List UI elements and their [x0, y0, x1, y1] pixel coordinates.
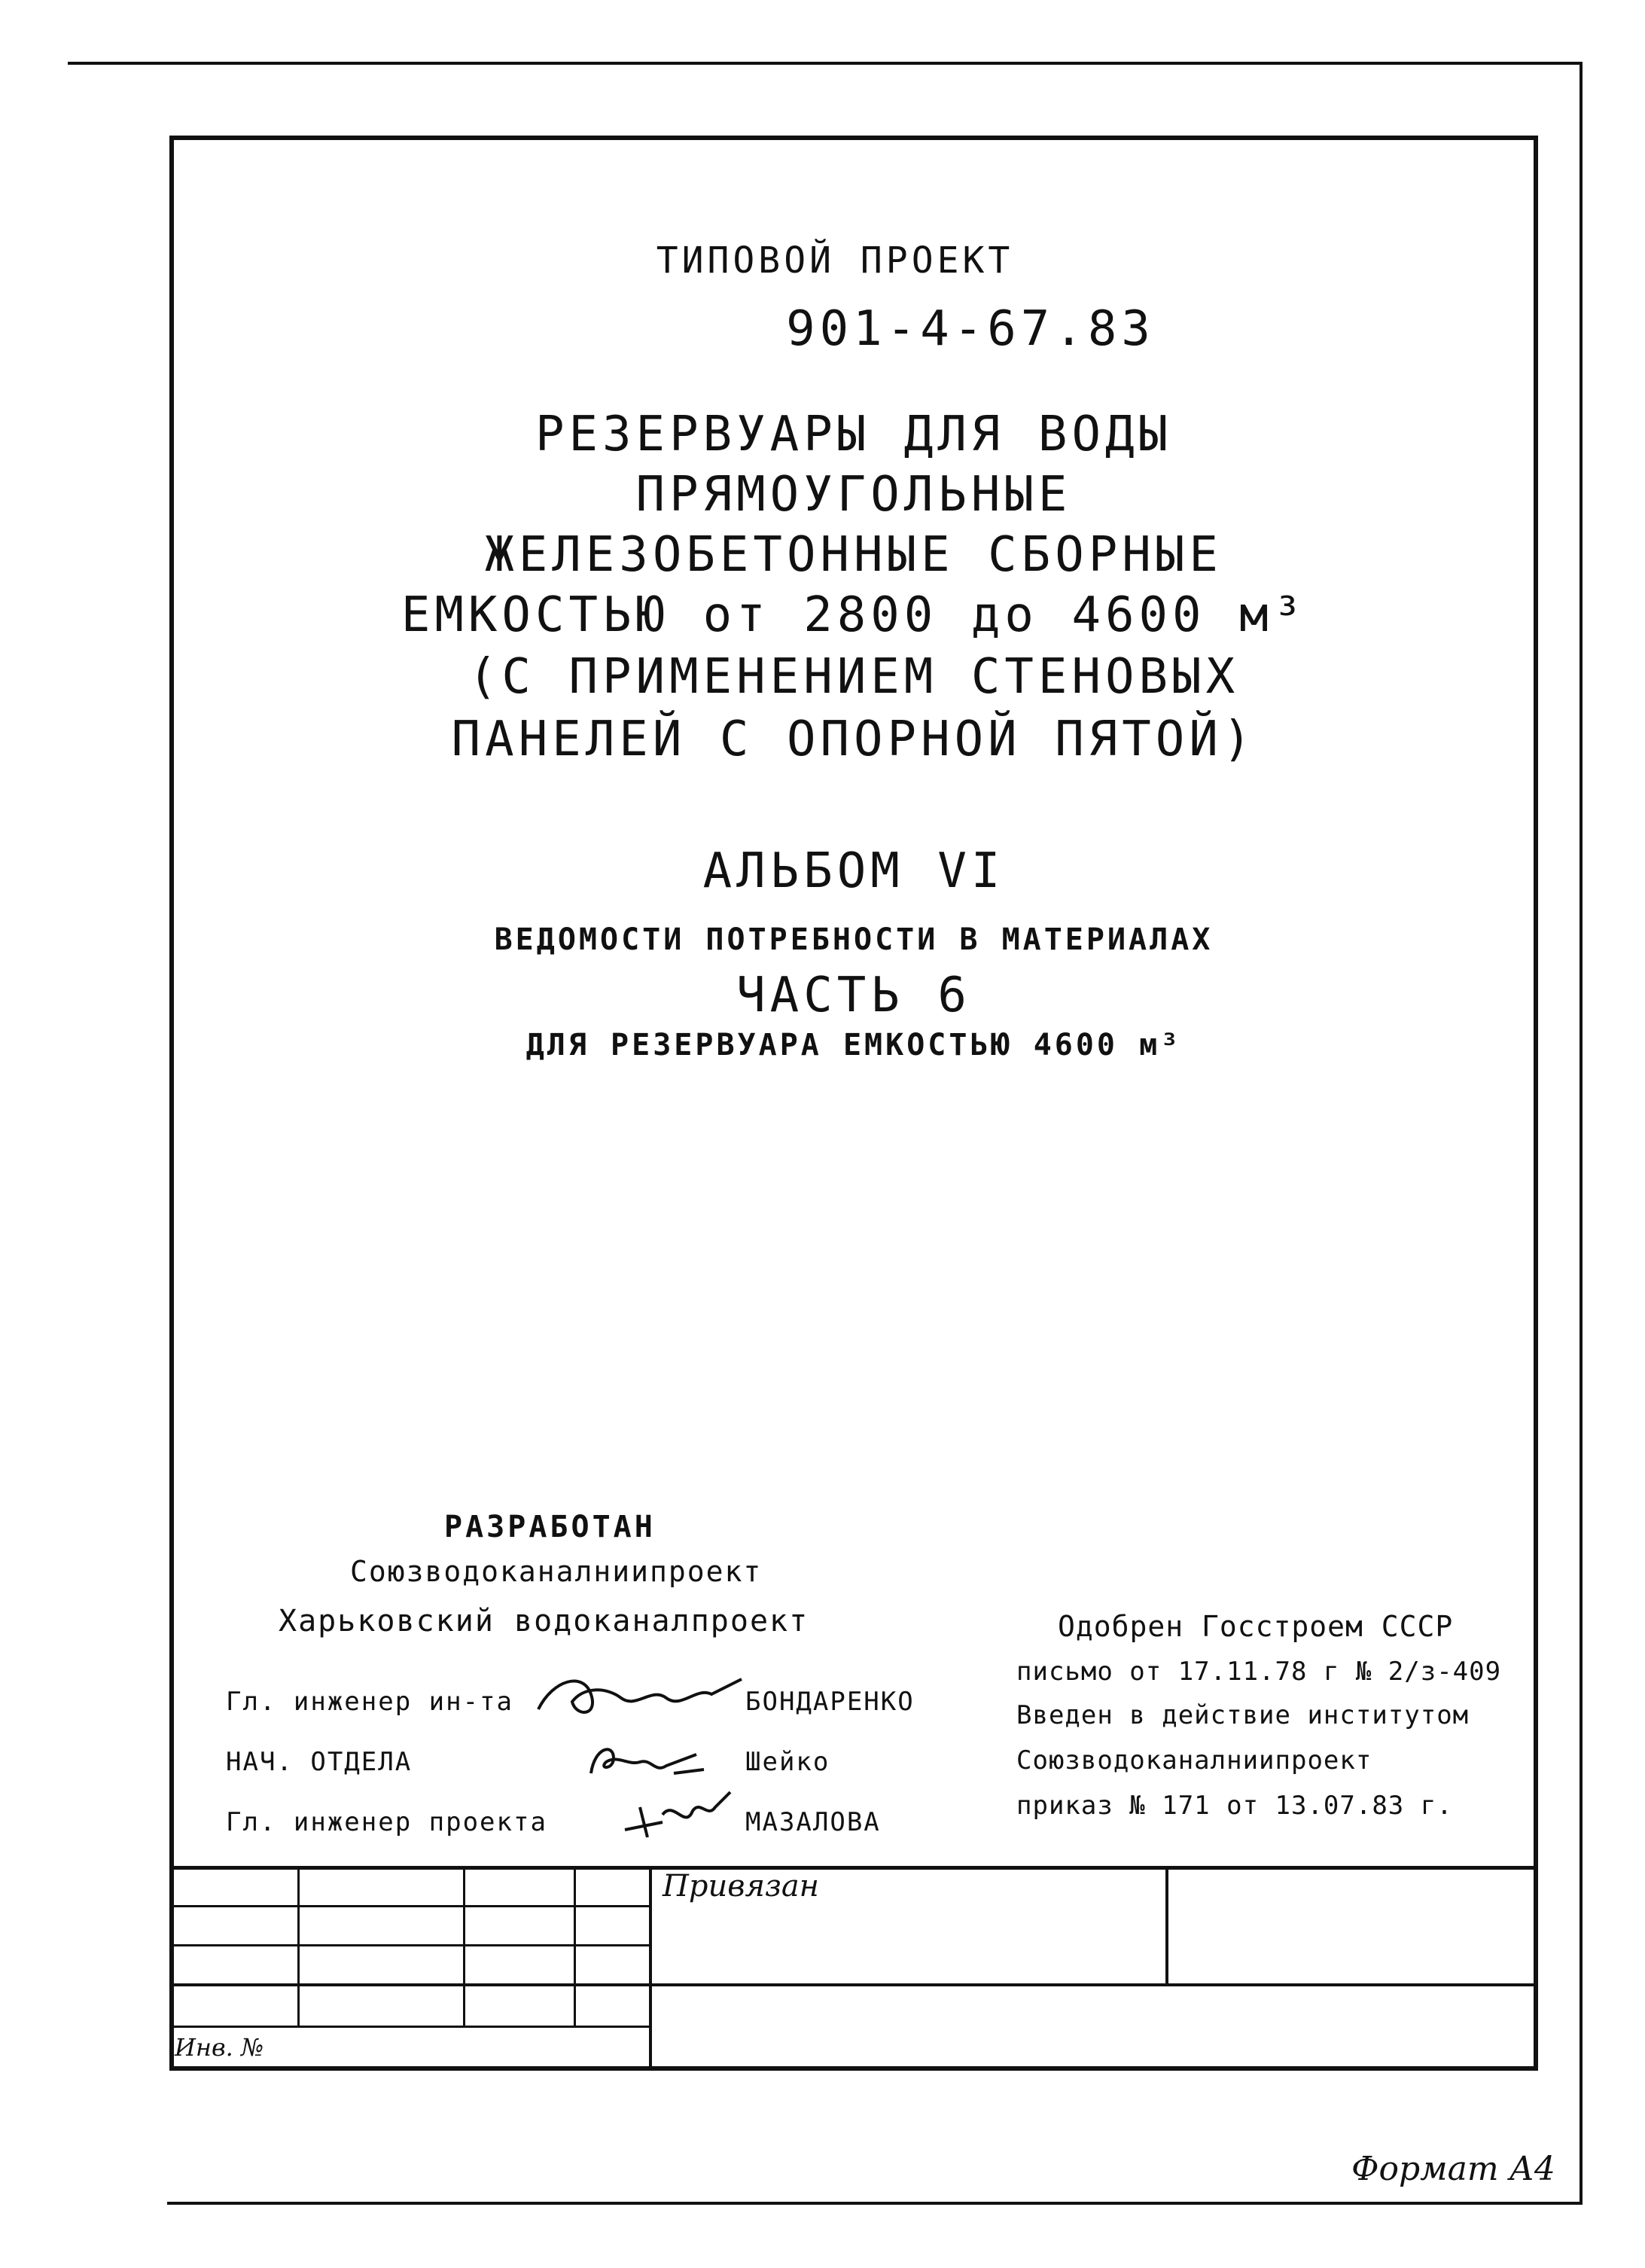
signatory-role-3: Гл. инженер проекта — [226, 1807, 547, 1837]
album-subject: ВЕДОМОСТИ ПОТРЕБНОСТИ В МАТЕРИАЛАХ — [494, 922, 1214, 957]
developer-org-1: Союзводоканалниипроект — [350, 1555, 763, 1588]
project-number: 901-4-67.83 — [786, 301, 1155, 357]
stamp-row-line-4 — [169, 2026, 651, 2028]
title-line-4: ЕМКОСТЬЮ от 2800 до 4600 м³ — [401, 587, 1307, 643]
developer-heading: РАЗРАБОТАН — [444, 1510, 656, 1544]
title-line-5: (С ПРИМЕНЕНИЕМ СТЕНОВЫХ — [468, 649, 1240, 705]
approval-line-3: Введен в действие институтом — [1016, 1700, 1470, 1730]
stamp-col-line-2 — [463, 1866, 465, 2026]
sheet-top-edge — [68, 62, 1581, 65]
approval-line-5: приказ № 171 от 13.07.83 г. — [1016, 1791, 1453, 1821]
stamp-row-line-3 — [169, 1983, 1538, 1986]
approval-line-2: письмо от 17.11.78 г № 2/з-409 — [1016, 1657, 1502, 1687]
stamp-inv-label: Инв. № — [175, 2033, 264, 2062]
approval-line-1: Одобрен Госстроем СССР — [1058, 1610, 1454, 1643]
stamp-col-line-5 — [1165, 1866, 1168, 1983]
sheet-right-edge — [1580, 62, 1583, 2204]
signatory-role-2: НАЧ. ОТДЕЛА — [226, 1747, 413, 1777]
title-line-2: ПРЯМОУГОЛЬНЫЕ — [635, 467, 1072, 523]
album-part: ЧАСТЬ 6 — [736, 968, 971, 1023]
developer-org-2: Харьковский водоканалпроект — [279, 1604, 809, 1639]
project-type: ТИПОВОЙ ПРОЕКТ — [656, 239, 1014, 282]
album-purpose: ДЛЯ РЕЗЕРВУАРА ЕМКОСТЬЮ 4600 м³ — [525, 1028, 1182, 1062]
signatory-name-1: БОНДАРЕНКО — [745, 1687, 915, 1717]
signature-2 — [583, 1732, 711, 1785]
signature-3 — [617, 1785, 745, 1845]
sheet-bottom-edge — [167, 2202, 1583, 2205]
title-line-1: РЕЗЕРВУАРЫ ДЛЯ ВОДЫ — [535, 407, 1173, 462]
approval-line-4: Союзводоканалниипроект — [1016, 1745, 1372, 1776]
signature-1 — [531, 1664, 757, 1724]
stamp-col-line-4 — [649, 1866, 652, 2071]
stamp-row-line-1 — [169, 1905, 651, 1907]
signatory-role-1: Гл. инженер ин-та — [226, 1687, 513, 1717]
stamp-row-line-2 — [169, 1944, 651, 1946]
album-name: АЛЬБОМ VI — [702, 843, 1005, 899]
stamp-col-line-3 — [574, 1866, 576, 2026]
stamp-col-line-1 — [297, 1866, 300, 2026]
signatory-name-3: МАЗАЛОВА — [745, 1807, 881, 1837]
title-line-3: ЖЕЛЕЗОБЕТОННЫЕ СБОРНЫЕ — [485, 527, 1223, 583]
stamp-bound-label: Привязан — [663, 1869, 820, 1904]
signatory-name-2: Шейко — [745, 1747, 830, 1777]
title-line-6: ПАНЕЛЕЙ С ОПОРНОЙ ПЯТОЙ) — [451, 712, 1257, 767]
stamp-top-border — [169, 1866, 1538, 1870]
format-label: Формат А4 — [1351, 2150, 1555, 2188]
